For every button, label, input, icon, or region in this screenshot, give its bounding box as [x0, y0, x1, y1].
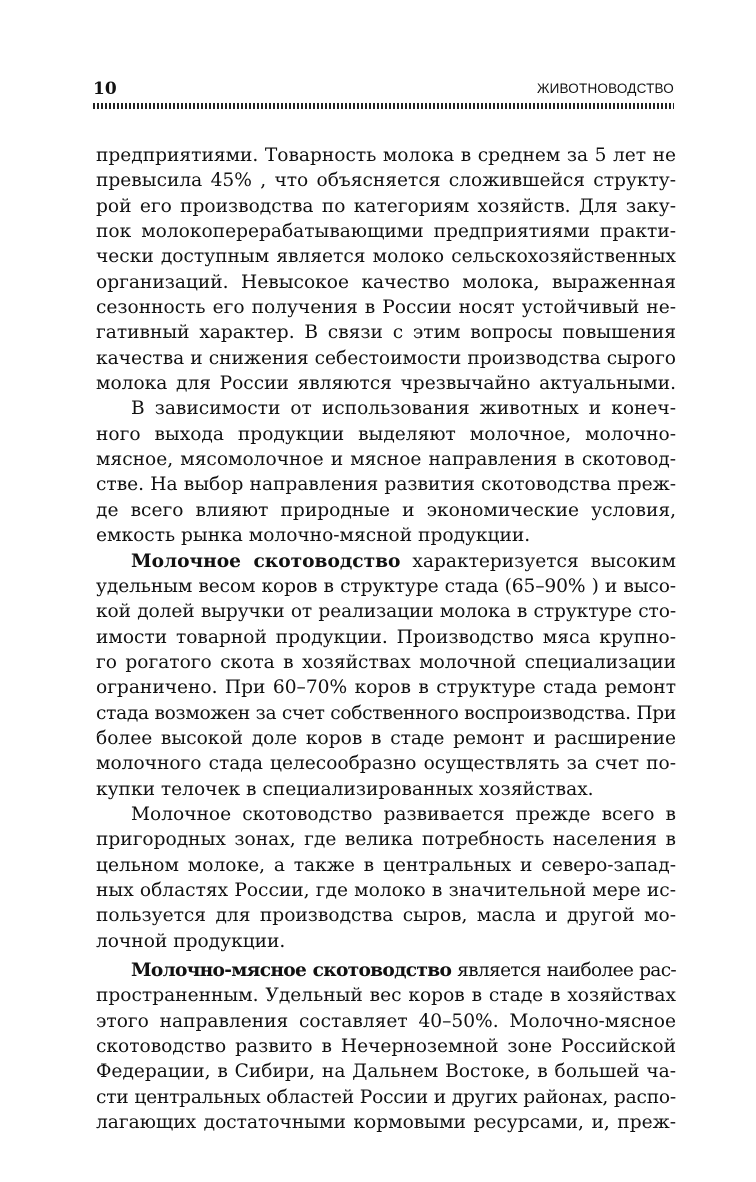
text-line: удельным весом коров в структуре стада (65–90% ) и высо-	[96, 575, 676, 597]
paragraph-4	[96, 802, 676, 954]
text-line: сти центральных областей России и других районах, распо-	[96, 1086, 676, 1108]
page-header	[93, 78, 674, 100]
bold-term: Молочно-мясное скотоводство	[131, 960, 452, 981]
text-line: цельном молоке, а также в центральных и северо-запад-	[96, 854, 676, 876]
text-line: рой его производства по категориям хозяйств. Для заку-	[96, 195, 676, 217]
text-line: молока для России являются чрезвычайно актуальными.	[96, 373, 676, 395]
text-line: В зависимости от использования животных и конеч-	[131, 398, 676, 420]
paragraph-3	[96, 549, 676, 802]
text-line: лочной продукции.	[96, 930, 286, 952]
bold-term: Молочное скотоводство	[131, 550, 401, 572]
text-line: скотоводство развито в Нечерноземной зоне Российской	[96, 1036, 676, 1058]
text-line: пригородных зонах, где велика потребность населения в	[96, 829, 676, 851]
text-line: Молочное скотоводство характеризуется высоким	[131, 550, 676, 572]
text-line: мясное, мясомолочное и мясное направления в скотовод-	[96, 449, 676, 471]
text-line: Молочное скотоводство развивается прежде всего в	[131, 803, 676, 825]
text-line: чески доступным является молоко сельскохозяйственных	[96, 246, 676, 268]
text-line: превысила 45% , что объясняется сложившейся структу-	[96, 170, 676, 192]
header-rule	[93, 103, 674, 109]
text-line: качества и снижения себестоимости производства сырого	[96, 347, 676, 369]
text-line: пользуется для производства сыров, масла и другой мо-	[96, 905, 676, 927]
paragraph-2	[96, 396, 676, 548]
text-line: этого направления составляет 40–50%. Молочно-мясное	[96, 1010, 676, 1032]
text-line: организаций. Невысокое качество молока, выраженная	[96, 271, 676, 293]
running-title: ЖИВОТНОВОДСТВО	[536, 81, 674, 96]
text-line: купки телочек в специализированных хозяйствах.	[96, 778, 594, 800]
text-line: кой долей выручки от реализации молока в структуре сто-	[96, 601, 676, 623]
page-number: 10	[93, 79, 117, 99]
text-line: сезонность его получения в России носят устойчивый не-	[96, 297, 676, 319]
text-line: имости товарной продукции. Производство мяса крупно-	[96, 626, 676, 648]
text-line: емкость рынка молочно-мясной продукции.	[96, 525, 531, 547]
text-line: Федерации, в Сибири, на Дальнем Востоке, в большей ча-	[96, 1061, 676, 1083]
text-line: пространенным. Удельный вес коров в стаде в хозяйствах	[96, 985, 676, 1007]
text-line: го рогатого скота в хозяйствах молочной специализации	[96, 651, 676, 673]
text-line: стве. На выбор направления развития скотоводства преж-	[96, 474, 676, 496]
text-line: де всего влияют природные и экономические условия,	[96, 499, 676, 521]
text-line: более высокой доле коров в стаде ремонт и расширение	[96, 727, 676, 749]
text-line: молочного стада целесообразно осуществлять за счет по-	[96, 753, 676, 775]
paragraph-5	[96, 958, 676, 1135]
text-line: пок молокоперерабатывающими предприятиями практи-	[96, 221, 676, 243]
text-line: ного выхода продукции выделяют молочное, молочно-	[96, 423, 676, 445]
text-line: гативный характер. В связи с этим вопросы повышения	[96, 322, 676, 344]
text-line: Молочно-мясное скотоводство является наиболее рас-	[131, 960, 676, 981]
text-line: лагающих достаточными кормовыми ресурсами, и, преж-	[96, 1112, 676, 1134]
text-line: предприятиями. Товарность молока в среднем за 5 лет не	[96, 145, 676, 166]
body-text	[96, 143, 676, 1135]
text-line: стада возможен за счет собственного воспроизводства. При	[96, 702, 676, 724]
text-line: ных областях России, где молоко в значительной мере ис-	[96, 879, 676, 901]
paragraph-1	[96, 143, 676, 396]
text-line: ограничено. При 60–70% коров в структуре стада ремонт	[96, 677, 676, 699]
